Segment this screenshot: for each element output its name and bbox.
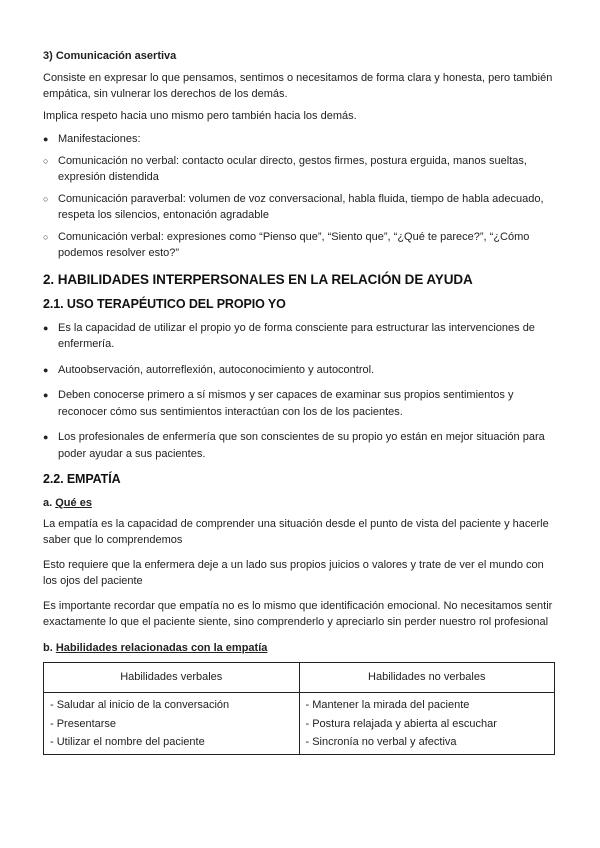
document-page <box>43 48 555 755</box>
paragraph: Consiste en expresar lo que pensamos, sentimos o necesitamos de forma clara y honesta, pero también empática, sin vulnerar los derechos de los demás. <box>43 71 553 100</box>
bullet-item <box>43 131 555 148</box>
table-header-row <box>44 663 555 693</box>
bullet-item <box>43 362 555 379</box>
bullet-dot-icon: ● <box>43 390 49 400</box>
empathy-skills-table <box>43 662 555 755</box>
paragraph: La empatía es la capacidad de comprender una situación desde el punto de vista del paciente y hacerle saber que lo comprendemos <box>43 517 549 546</box>
bullet-dot-icon: ● <box>43 134 49 144</box>
bullet-text: Deben conocerse primero a sí mismos y ser capaces de examinar sus propios sentimientos y reconocer cómo sus sentimientos interactúan con los de los pacientes. <box>58 389 514 418</box>
subheading-a <box>43 495 555 512</box>
bullet-circle-icon: ○ <box>43 231 49 242</box>
table-header-no-verbal: Habilidades no verbales <box>299 663 555 693</box>
subheading-a-prefix: a. <box>43 497 53 509</box>
subsection-2-2-heading: 2.2. EMPATÍA <box>43 472 121 486</box>
subsection-2-1-heading: 2.1. USO TERAPÉUTICO DEL PROPIO YO <box>43 296 286 311</box>
list-item: - Saludar al inicio de la conversación <box>50 699 230 711</box>
list-item: - Sincronía no verbal y afectiva <box>305 736 457 748</box>
section-2-heading: 2. HABILIDADES INTERPERSONALES EN LA RELACIÓN DE AYUDA <box>43 271 473 287</box>
table-cell-verbal <box>44 693 300 755</box>
bullet-text: Los profesionales de enfermería que son conscientes de su propio yo están en mejor situación para poder ayudar a sus pacientes. <box>58 431 545 460</box>
bullet-text: Autoobservación, autorreflexión, autoconocimiento y autocontrol. <box>58 363 375 376</box>
bullet-item <box>43 387 555 420</box>
subheading-b <box>43 640 555 657</box>
manifestaciones-label: Manifestaciones: <box>58 133 141 145</box>
subheading-a-title: Qué es <box>55 497 92 509</box>
sub-item-text: Comunicación no verbal: contacto ocular directo, gestos firmes, postura erguida, manos sueltas, expresión distendida <box>58 154 527 183</box>
list-item: - Presentarse <box>50 717 117 730</box>
table-row <box>44 693 555 755</box>
bullet-text: Es la capacidad de utilizar el propio yo de forma consciente para estructurar las intervenciones de enfermería. <box>58 321 535 350</box>
table-header-verbal: Habilidades verbales <box>44 663 300 693</box>
sub-bullet-item <box>43 191 555 224</box>
sub-bullet-item <box>43 153 555 186</box>
bullet-circle-icon: ○ <box>43 155 49 166</box>
bullet-item <box>43 429 555 462</box>
bullet-circle-icon: ○ <box>43 193 49 204</box>
bullet-dot-icon: ● <box>43 364 49 375</box>
paragraph: Implica respeto hacia uno mismo pero también hacia los demás. <box>43 109 357 122</box>
bullet-dot-icon: ● <box>43 432 49 442</box>
table-cell-no-verbal <box>299 693 555 755</box>
bullet-dot-icon: ● <box>43 322 49 333</box>
section-3-heading: 3) Comunicación asertiva <box>43 50 177 62</box>
list-item: - Mantener la mirada del paciente <box>305 699 470 711</box>
sub-bullet-item <box>43 229 555 262</box>
list-item: - Utilizar el nombre del paciente <box>50 736 205 748</box>
bullet-item <box>43 320 555 353</box>
list-item: - Postura relajada y abierta al escuchar <box>305 717 497 730</box>
paragraph: Esto requiere que la enfermera deje a un lado sus propios juicios o valores y trate de ver el mundo con los ojos del paciente <box>43 558 544 587</box>
sub-item-text: Comunicación paraverbal: volumen de voz conversacional, habla fluida, tiempo de habla adecuado, respeta los silencios, entonación agradable <box>58 192 544 221</box>
subheading-b-title: Habilidades relacionadas con la empatía <box>55 641 268 654</box>
subheading-b-prefix: b. <box>43 641 53 654</box>
sub-item-text: Comunicación verbal: expresiones como “Pienso que”, “Siento que”, “¿Qué te parece?”, “¿Cómo podemos resolver esto?” <box>58 230 530 259</box>
paragraph: Es importante recordar que empatía no es lo mismo que identificación emocional. No necesitamos sentir exactamente lo que el paciente siente, sino comprenderlo y apreciarlo sin perder nuestro rol profesional <box>43 599 553 628</box>
